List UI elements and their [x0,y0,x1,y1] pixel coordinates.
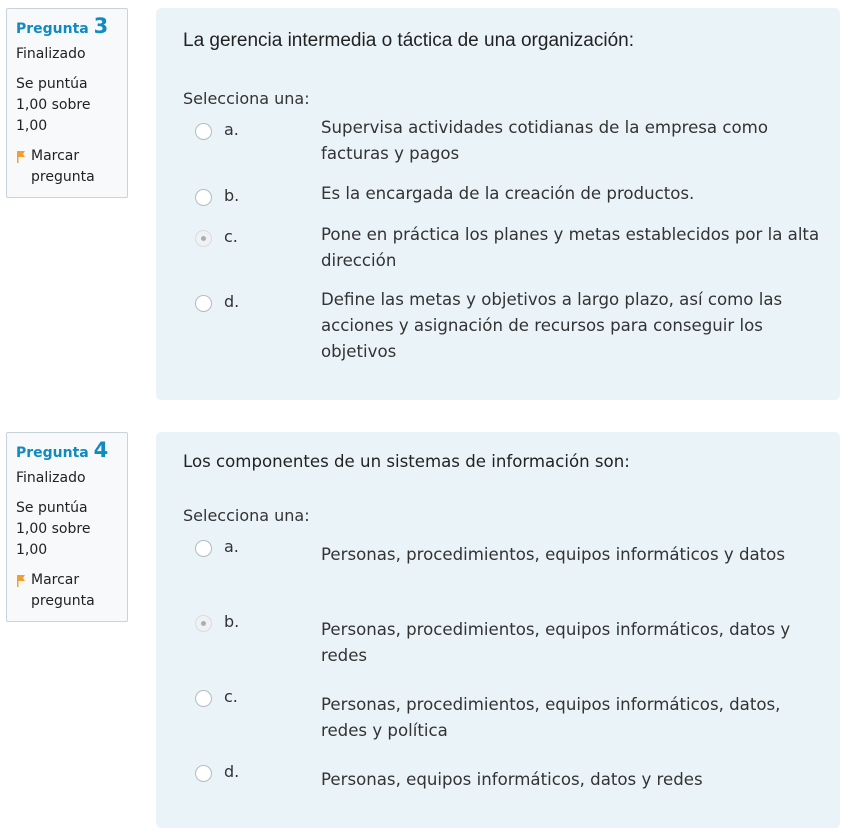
flag-label: Marcar pregunta [31,572,95,609]
question-4-grade: Se puntúa 1,00 sobre 1,00 [16,500,91,558]
question-4-flag-button[interactable] [16,570,118,612]
question-3-grade: Se puntúa 1,00 sobre 1,00 [16,76,91,134]
flag-icon [16,574,26,588]
question-4-number: Pregunta 4 [16,438,109,462]
question-4-state: Finalizado [16,470,86,486]
answer-text: Personas, procedimientos, equipos informáticos, datos, redes y política [321,695,781,740]
answer-text: Es la encargada de la creación de productos. [321,184,695,203]
question-3-number: Pregunta 3 [16,14,109,38]
answer-text: Personas, equipos informáticos, datos y redes [321,770,703,789]
question-4-content [156,432,840,828]
question-3-text: La gerencia intermedia o táctica de una organización: [183,30,635,51]
question-3-prompt: Selecciona una: [183,89,310,108]
flag-label: Marcar pregunta [31,148,95,185]
answer-text: Supervisa actividades cotidianas de la empresa como facturas y pagos [321,118,768,163]
answer-letter: d. [224,762,240,781]
answer-letter: c. [224,227,238,246]
answer-letter: b. [224,612,240,631]
question-3-info [6,8,128,198]
question-3-content [156,8,840,400]
question-3-state: Finalizado [16,46,86,62]
flag-icon [16,150,26,164]
radio-button[interactable] [195,295,212,312]
answer-letter: a. [224,537,239,556]
radio-button[interactable] [195,540,212,557]
answer-letter: d. [224,292,240,311]
question-4-prompt: Selecciona una: [183,506,310,525]
answer-letter: a. [224,120,239,139]
radio-button[interactable] [195,765,212,782]
answer-text: Define las metas y objetivos a largo plazo, así como las acciones y asignación de recursos para conseguir los objetivos [321,290,783,361]
answer-text: Pone en práctica los planes y metas establecidos por la alta dirección [321,225,820,270]
question-4-text: Los componentes de un sistemas de información son: [183,452,630,471]
answer-text: Personas, procedimientos, equipos informáticos, datos y redes [321,620,791,665]
radio-button[interactable] [195,123,212,140]
radio-button-selected[interactable] [195,615,212,632]
radio-button-selected[interactable] [195,230,212,247]
answer-text: Personas, procedimientos, equipos informáticos y datos [321,545,785,564]
question-4-info [6,432,128,622]
radio-button[interactable] [195,690,212,707]
radio-button[interactable] [195,189,212,206]
answer-letter: c. [224,687,238,706]
answer-letter: b. [224,186,240,205]
question-3-flag-button[interactable] [16,146,118,188]
